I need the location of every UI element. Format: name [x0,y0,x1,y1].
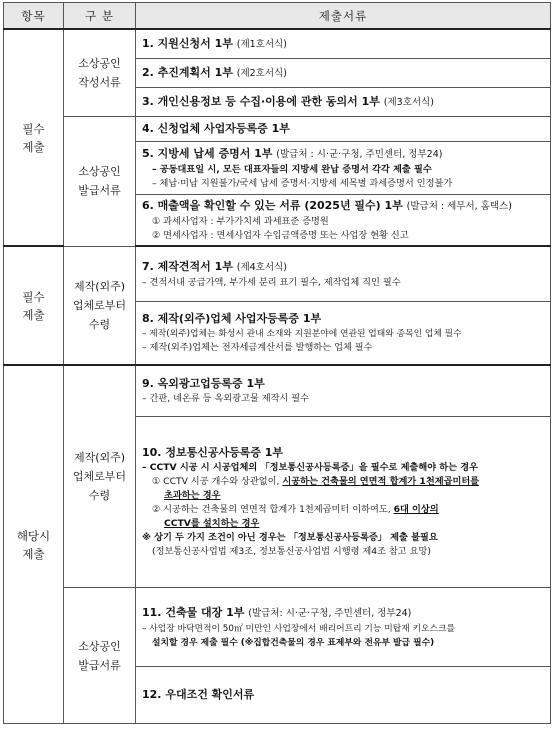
group-applicant-issued: 소상공인 발급서류 [64,117,136,247]
doc-item-12: 12. 우대조건 확인서류 [136,667,551,724]
group-vendor-received-2: 제작(외주) 업체로부터 수령 [64,365,136,588]
header-item: 항목 [4,3,64,30]
doc-item-3: 3. 개인신용정보 등 수집·이용에 관한 동의서 1부 (제3호서식) [136,88,551,117]
header-documents: 제출서류 [136,3,551,30]
doc-item-1: 1. 지원신청서 1부 (제1호서식) [136,29,551,59]
section-required-2: 필수 제출 [4,246,64,365]
doc-item-8: 8. 제작(외주)업체 사업자등록증 1부 – 제작(외주)업체는 화성시 관내 소재와 지원분야에 연관된 업태와 종목인 업체 필수 – 제작(외주)업체는 전자세금계산서를 발행하는 업체 필수 [136,302,551,366]
header-row [4,3,551,30]
doc-item-5: 5. 지방세 납세 증명서 1부 (발급처 : 시·군·구청, 주민센터, 정부24) – 공동대표일 시, 모든 대표자들의 지방세 완납 증명서 각각 제출 필수 – 체납·미납 지원불가/국세 납세 증명서·지방세 세목별 과세증명서 인정불가 [136,142,551,195]
group-applicant-issued-2: 소상공인 발급서류 [64,588,136,724]
section-required-1: 필수 제출 [4,29,64,246]
section-conditional: 해당시 제출 [4,365,64,724]
doc-item-4: 4. 신청업체 사업자등록증 1부 [136,117,551,142]
doc-item-10: 10. 정보통신공사등록증 1부 – CCTV 시공 시 시공업체의 「정보통신공사등록증」을 필수로 제출해야 하는 경우 ① CCTV 시공 개수와 상관없이, 시공하는 건축물의 연면적 합계가 1천제곱미터를 초과하는 경우 ② 시공하는 건축물의 연면적 합계가 1천제곱미터 이하여도, 6대 이상의 CCTV를 설치하는 경우 ※ 상기 두 가지 조건이 아닌 경우는 「정보통신공사등록증」 제출 불필요 (정보통신공사업법 제3조, 정보통신공사업법 시행령 제4조 참고 요망) [136,417,551,588]
group-applicant-written: 소상공인 작성서류 [64,29,136,117]
doc-item-6: 6. 매출액을 확인할 수 있는 서류 (2025년 필수) 1부 (발급처 : 세무서, 홈택스) ① 과세사업자 : 부가가치세 과세표준 증명원 ② 면세사업자 : 면세사업자 수입금액증명 또는 사업장 현황 신고 [136,195,551,247]
document-table [3,2,551,724]
group-vendor-received-1: 제작(외주) 업체로부터 수령 [64,246,136,365]
doc-item-7: 7. 제작견적서 1부 (제4호서식) – 견적서내 공급가액, 부가세 분리 표기 필수, 제작업체 직인 필수 [136,246,551,302]
header-category: 구 분 [64,3,136,30]
doc-item-11: 11. 건축물 대장 1부 (발급처: 시·군·구청, 주민센터, 정부24) – 사업장 바닥면적이 50㎡ 미만인 사업장에서 배리어프리 기능 미탑재 키오스크를 설치할 경우 제출 필수 (※집합건축물의 경우 표제부와 전유부 발급 필수) [136,588,551,667]
doc-item-9: 9. 옥외광고업등록증 1부 – 간판, 네온류 등 옥외광고물 제작시 필수 [136,365,551,417]
doc-item-2: 2. 추진계획서 1부 (제2호서식) [136,59,551,88]
